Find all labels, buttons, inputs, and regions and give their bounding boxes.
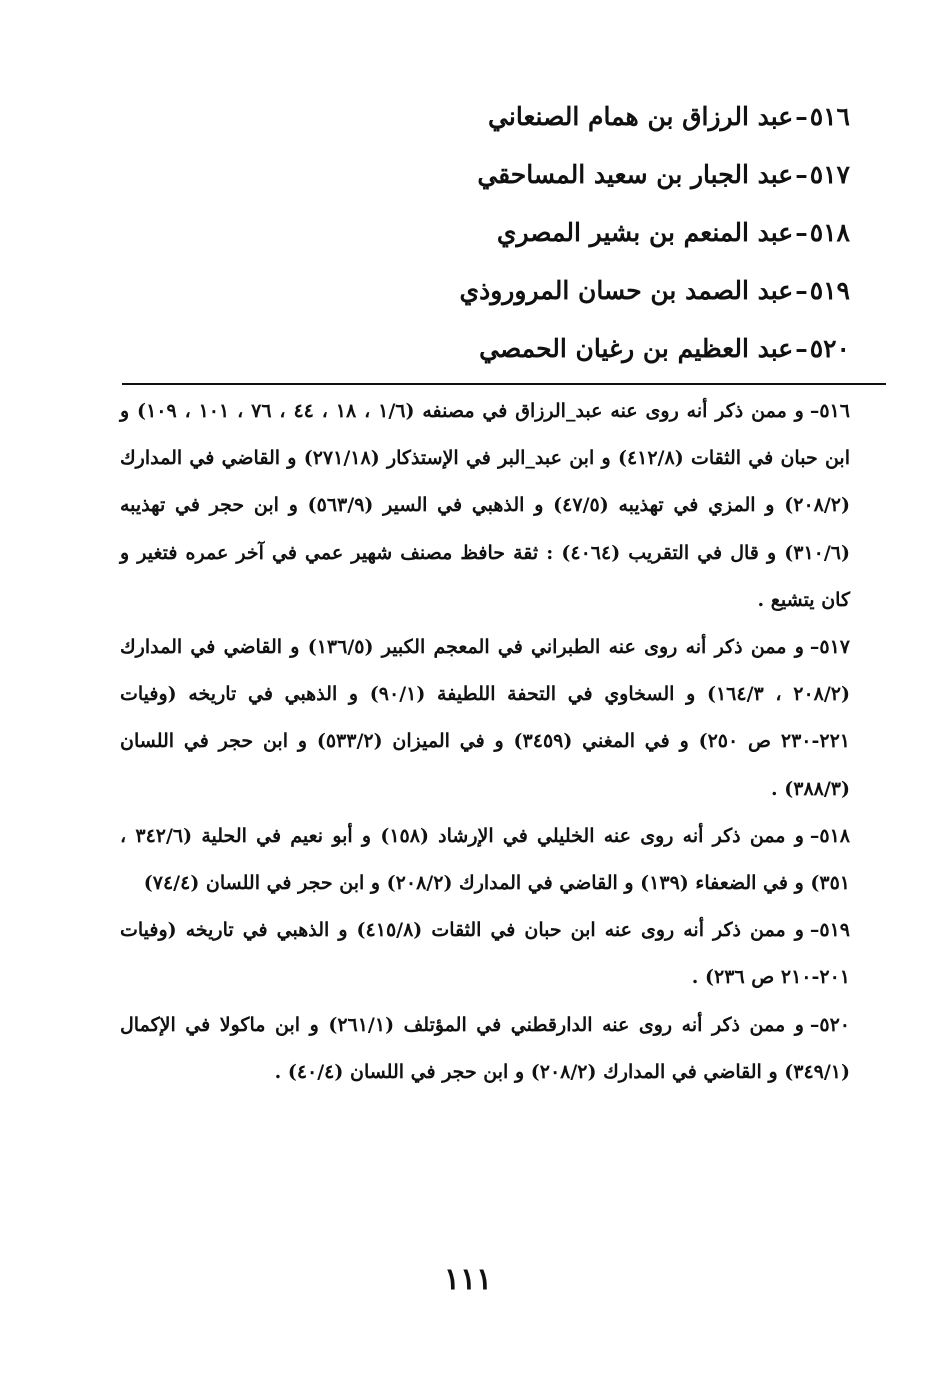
- entries-list: [250, 88, 850, 378]
- entry-dash: –: [795, 218, 808, 247]
- entry-name: عبد المنعم بن بشير المصري: [496, 218, 794, 247]
- footnote-number: ٥٢٠–: [809, 1013, 851, 1036]
- entry-number: ٥٢٠: [809, 334, 850, 363]
- footnote-516: [120, 388, 850, 624]
- footnote-number: ٥١٦–: [809, 400, 850, 422]
- entry-name: عبد الجبار بن سعيد المساحقي: [477, 160, 794, 189]
- entry-520: [250, 320, 850, 378]
- page-number: ١١١: [443, 1262, 493, 1297]
- entry-517: [250, 146, 850, 204]
- entry-519: [250, 262, 850, 320]
- footnote-text: و ممن ذكر أنه روى عنه الطبراني في المعجم الكبير (١٣٦/٥) و القاضي في المدارك (٢٠٨/٢ ، ١٦٤/٣) و السخاوي في التحفة اللطيفة (٩٠/١) و الذهبي في تاريخه (وفيات ٢٢١-٢٣٠ ص ٢٥٠) و في المغني (٣٤٥٩) و في الميزان (٥٣٣/٢) و ابن حجر في اللسان (٣٨٨/٣) .: [120, 636, 850, 800]
- entry-number: ٥١٨: [809, 218, 850, 247]
- entry-number: ٥١٧: [809, 160, 850, 189]
- footnote-518: [120, 813, 850, 907]
- footnote-number: ٥١٧–: [809, 636, 851, 659]
- entry-518: [250, 204, 850, 262]
- entry-dash: –: [795, 276, 808, 305]
- footnote-517: [120, 624, 850, 813]
- entry-516: [250, 88, 850, 146]
- footnote-text: و ممن ذكر أنه روى عنه ابن حبان في الثقات (٤١٥/٨) و الذهبي في تاريخه (وفيات ٢٠١-٢١٠ ص ٢٣٦) .: [120, 919, 850, 989]
- entry-dash: –: [795, 102, 808, 131]
- entry-name: عبد العظيم بن رغيان الحمصي: [479, 334, 794, 363]
- footnote-520: [120, 1002, 850, 1096]
- entry-number: ٥١٦: [809, 102, 850, 131]
- entry-number: ٥١٩: [809, 276, 850, 305]
- entry-name: عبد الرزاق بن همام الصنعاني: [488, 102, 794, 131]
- footnote-divider: [122, 383, 886, 385]
- entry-dash: –: [795, 160, 808, 189]
- entry-dash: –: [795, 334, 808, 363]
- footnote-number: ٥١٩–: [809, 919, 851, 942]
- entry-name: عبد الصمد بن حسان المروروذي: [459, 276, 794, 305]
- footnote-text: و ممن ذكر أنه روى عنه عبد_الرزاق في مصنفه (١/٦ ، ١٨ ، ٤٤ ، ٧٦ ، ١٠١ ، ١٠٩) و ابن حبان في الثقات (٤١٢/٨) و ابن عبد_البر في الإستذكار (٢٧١/١٨) و القاضي في المدارك (٢٠٨/٢) و المزي في تهذيبه (٤٧/٥) و الذهبي في السير (٥٦٣/٩) و ابن حجر في تهذيبه (٣١٠/٦) و قال في التقريب (٤٠٦٤) : ثقة حافظ مصنف شهير عمي في آخر عمره فتغير و كان يتشيع .: [120, 400, 850, 611]
- footnote-number: ٥١٨–: [809, 824, 850, 847]
- footnote-519: [120, 907, 850, 1001]
- footnote-text: و ممن ذكر أنه روى عنه الخليلي في الإرشاد (١٥٨) و أبو نعيم في الحلية (٣٤٢/٦ ، ٣٥١) و في الضعفاء (١٣٩) و القاضي في المدارك (٢٠٨/٢) و ابن حجر في اللسان (٧٤/٤): [120, 824, 850, 895]
- footnotes-section: [120, 388, 850, 1096]
- footnote-text: و ممن ذكر أنه روى عنه الدارقطني في المؤتلف (٢٦١/١) و ابن ماكولا في الإكمال (٣٤٩/١) و القاضي في المدارك (٢٠٨/٢) و ابن حجر في اللسان (٤٠/٤) .: [120, 1013, 850, 1083]
